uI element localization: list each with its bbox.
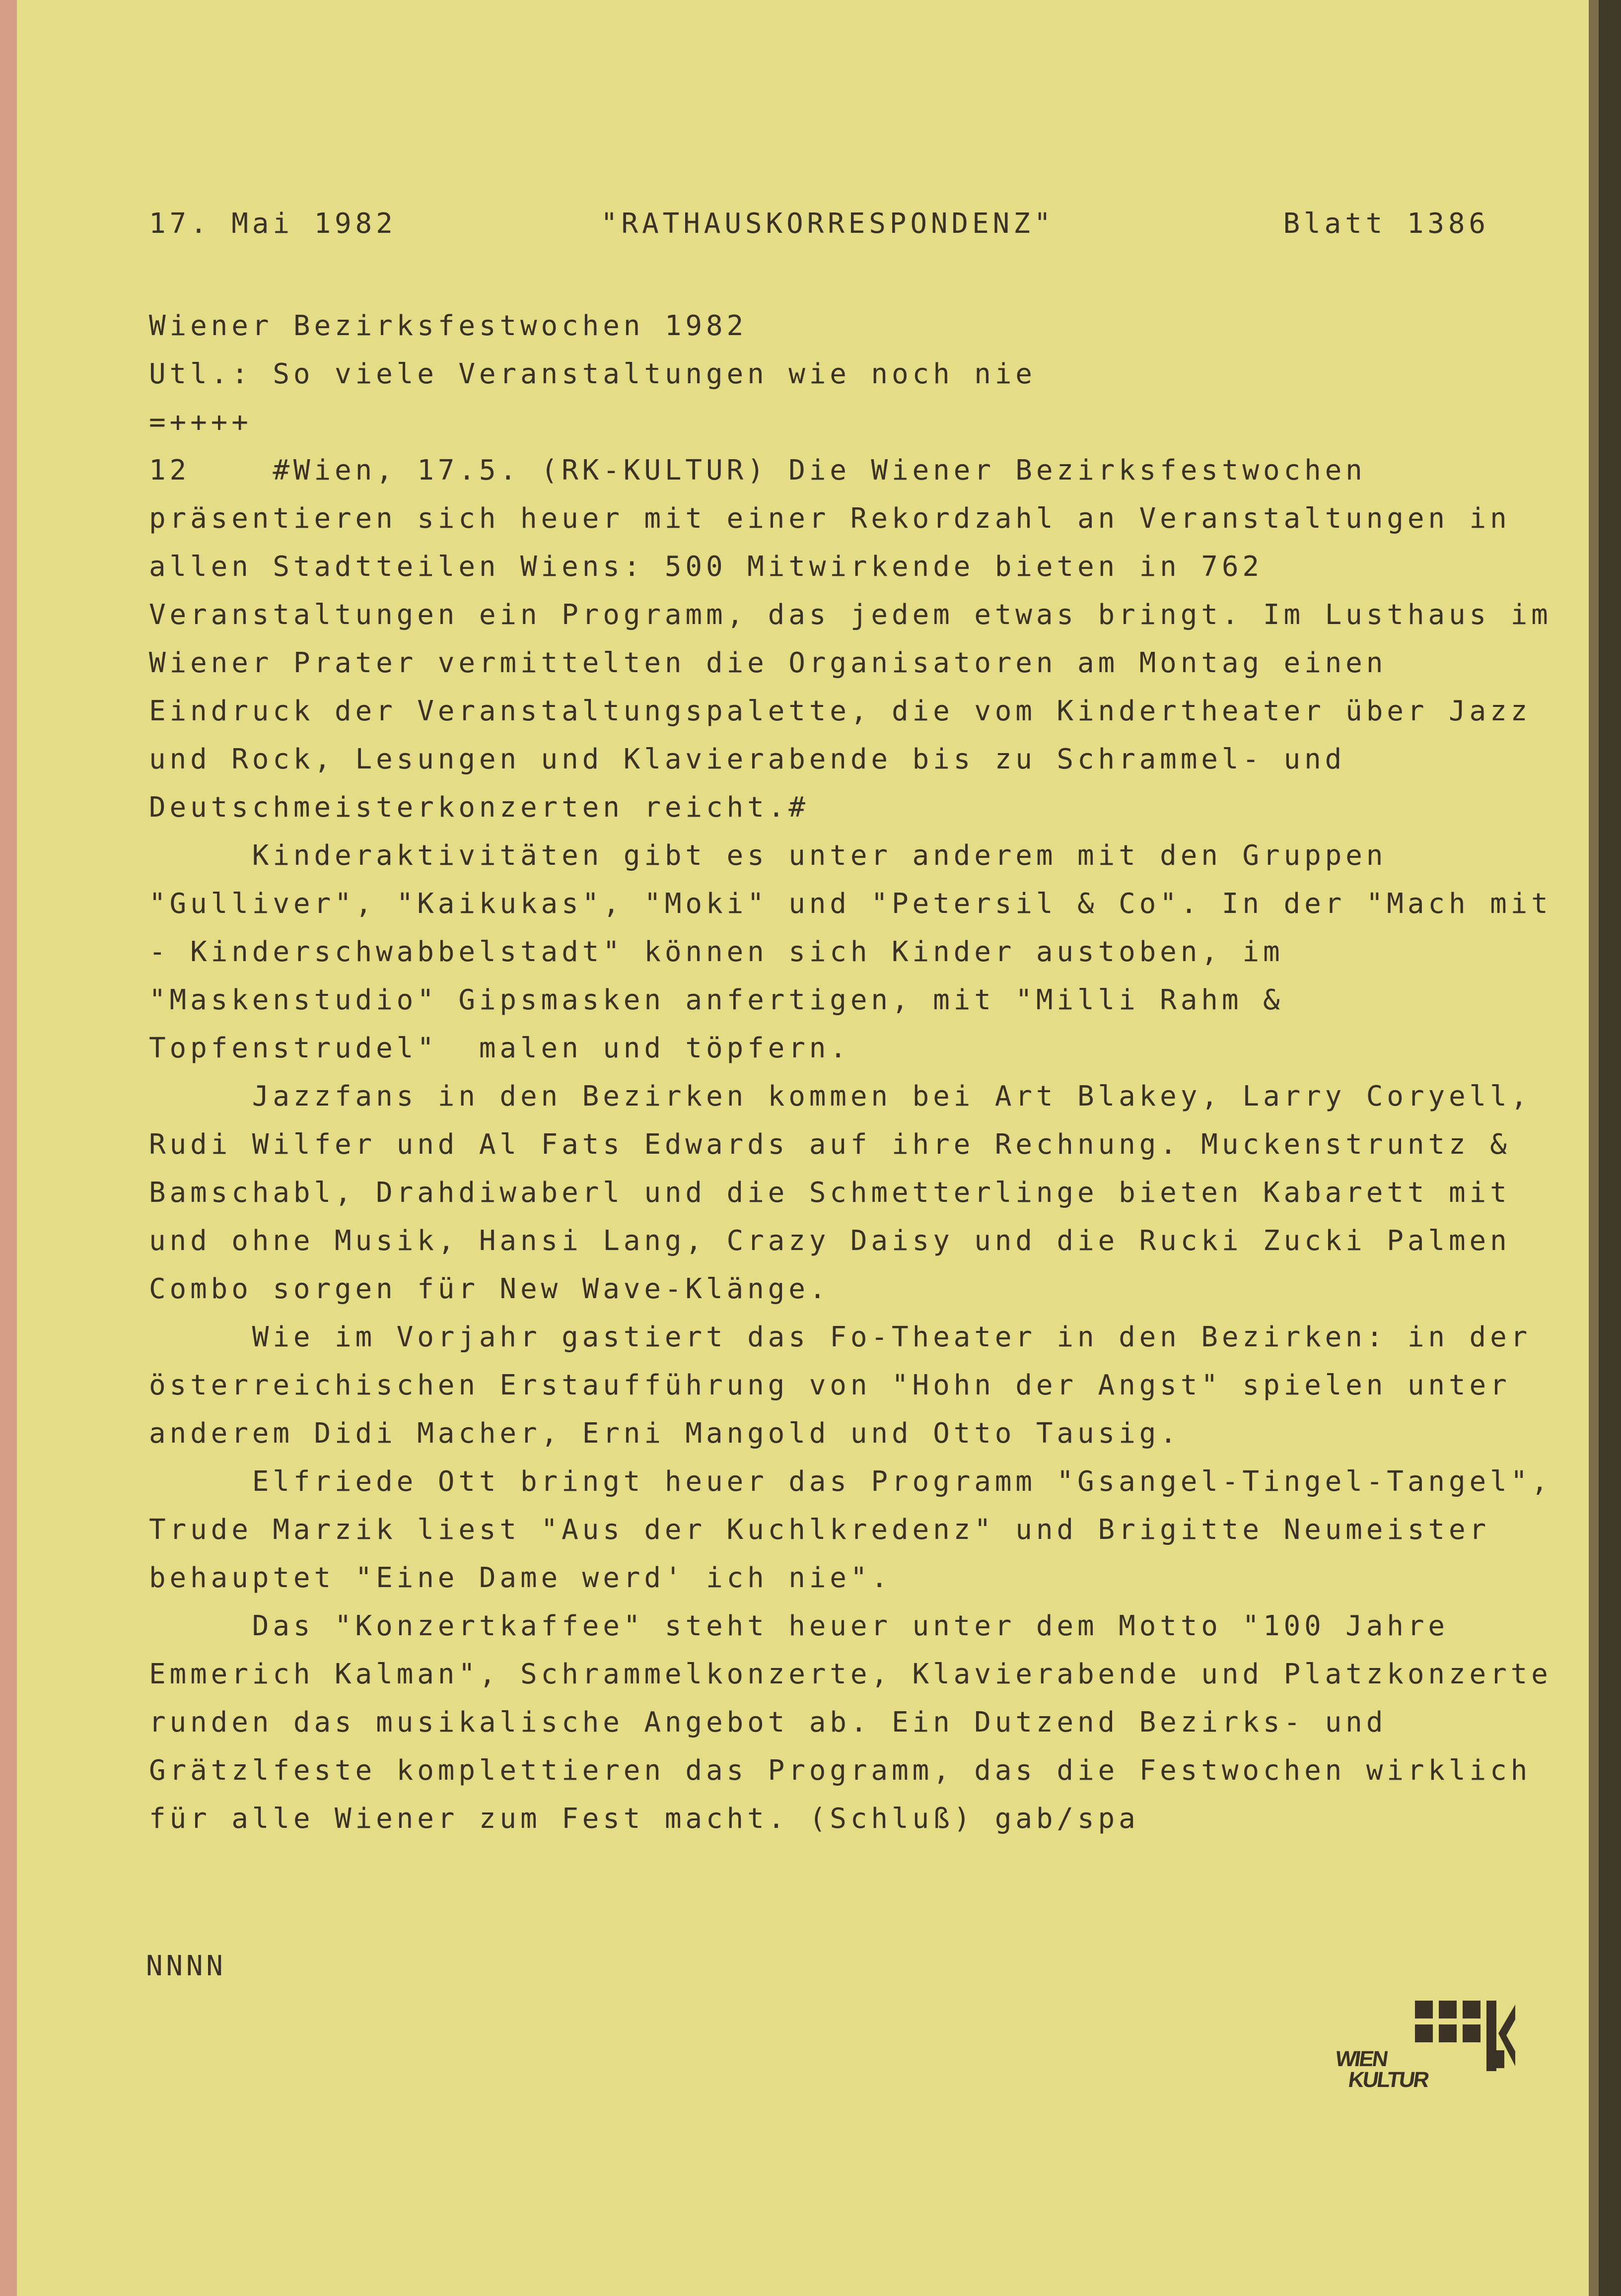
text-line: Kinderaktivitäten gibt es unter anderem mit den Gruppen bbox=[149, 839, 1387, 872]
text-line: Wie im Vorjahr gastiert das Fo-Theater in den Bezirken: in der bbox=[149, 1321, 1532, 1353]
text-line: präsentieren sich heuer mit einer Rekordzahl an Veranstaltungen in bbox=[149, 502, 1511, 535]
text-line: - Kinderschwabbelstadt" können sich Kinder austoben, im bbox=[149, 936, 1284, 968]
article-title: Wiener Bezirksfestwochen 1982 bbox=[149, 310, 748, 342]
text-line: "Maskenstudio" Gipsmasken anfertigen, mit "Milli Rahm & bbox=[149, 984, 1284, 1016]
binding-shadow bbox=[1589, 0, 1599, 2296]
header-publication: "RATHAUSKORRESPONDENZ" bbox=[601, 208, 1055, 240]
text-line: runden das musikalische Angebot ab. Ein Dutzend Bezirks- und bbox=[149, 1706, 1387, 1739]
text-line: Elfriede Ott bringt heuer das Programm "Gsangel-Tingel-Tangel", bbox=[149, 1465, 1552, 1498]
text-line: Grätzlfeste komplettieren das Programm, das die Festwochen wirklich bbox=[149, 1754, 1532, 1787]
text-line: Trude Marzik liest "Aus der Kuchlkredenz" und Brigitte Neumeister bbox=[149, 1514, 1490, 1546]
text-line: für alle Wiener zum Fest macht. (Schluß) gab/spa bbox=[149, 1803, 1139, 1835]
logo-wordmark-wien: WIEN bbox=[1334, 2047, 1389, 2071]
text-line: Topfenstrudel" malen und töpfern. bbox=[149, 1032, 850, 1064]
end-marker: NNNN bbox=[146, 1950, 226, 1982]
text-line: Combo sorgen für New Wave-Klänge. bbox=[149, 1273, 830, 1305]
text-line: österreichischen Erstaufführung von "Hohn der Angst" spielen unter bbox=[149, 1369, 1511, 1401]
wien-kultur-logo bbox=[1334, 1996, 1519, 2105]
text-line: und Rock, Lesungen und Klavierabende bis zu Schrammel- und bbox=[149, 743, 1346, 775]
article-subtitle: Utl.: So viele Veranstaltungen wie noch nie bbox=[149, 358, 1036, 390]
logo-wordmark-kultur: KULTUR bbox=[1346, 2068, 1430, 2092]
header-date: 17. Mai 1982 bbox=[149, 208, 397, 240]
page-left-edge bbox=[0, 0, 17, 2296]
text-line: Bamschabl, Drahdiwaberl und die Schmetterlinge bieten Kabarett mit bbox=[149, 1177, 1511, 1209]
article-body bbox=[149, 302, 1552, 1843]
text-line: Wiener Prater vermittelten die Organisatoren am Montag einen bbox=[149, 647, 1387, 679]
article-separator: =++++ bbox=[149, 406, 252, 438]
text-line: Das "Konzertkaffee" steht heuer unter dem Motto "100 Jahre bbox=[149, 1610, 1449, 1642]
text-line: 12 #Wien, 17.5. (RK-KULTUR) Die Wiener Bezirksfestwochen bbox=[149, 454, 1366, 487]
text-line: "Gulliver", "Kaikukas", "Moki" und "Petersil & Co". In der "Mach mit bbox=[149, 888, 1552, 920]
text-line: Deutschmeisterkonzerten reicht.# bbox=[149, 791, 809, 824]
text-line: und ohne Musik, Hansi Lang, Crazy Daisy und die Rucki Zucki Palmen bbox=[149, 1225, 1511, 1257]
text-line: Jazzfans in den Bezirken kommen bei Art Blakey, Larry Coryell, bbox=[149, 1080, 1532, 1113]
page-header bbox=[149, 208, 1489, 247]
header-sheet-number: Blatt 1386 bbox=[1283, 208, 1489, 240]
text-line: Veranstaltungen ein Programm, das jedem etwas bringt. Im Lusthaus im bbox=[149, 599, 1552, 631]
text-line: allen Stadtteilen Wiens: 500 Mitwirkende bieten in 762 bbox=[149, 551, 1263, 583]
text-line: Emmerich Kalman", Schrammelkonzerte, Klavierabende und Platzkonzerte bbox=[149, 1658, 1552, 1690]
text-line: Rudi Wilfer und Al Fats Edwards auf ihre Rechnung. Muckenstruntz & bbox=[149, 1128, 1511, 1161]
text-line: Eindruck der Veranstaltungspalette, die vom Kindertheater über Jazz bbox=[149, 695, 1532, 727]
text-line: behauptet "Eine Dame werd' ich nie". bbox=[149, 1562, 892, 1594]
text-line: anderem Didi Macher, Erni Mangold und Otto Tausig. bbox=[149, 1417, 1181, 1450]
